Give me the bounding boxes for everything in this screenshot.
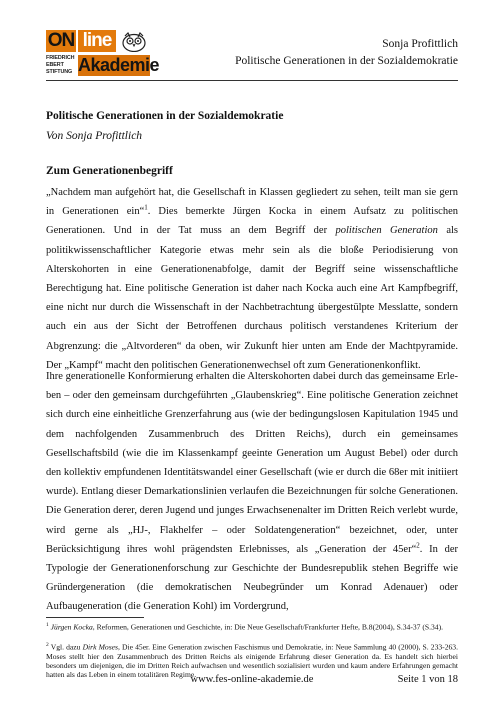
paragraph-2-text-a: Ihre generationelle Konformierung erhalten die Alterskohorten dabei durch das gemeinsame Erleben – oder den gemeinsam durchgeführten „Glaubenskrieg“. Eine politische Generation zeichnet sich durch eine einheitliche Grenzerfahrung aus (wie der bedingungslosen Kapitulation 1945 und dem nachfolgenden Zusammenbruch des Dritten Reichs), durch ein gemeinsames Gesellschaftsbild (wie die im Klassenkampf geeinte Generation um August Bebel) oder durch den kollektiv empfundenen Identitätswandel einer Gesellschaft (wie er durch die 68er mit initiiert wurde). Entlang dieser Demarkationslinien verlaufen die Bezeichnungen für solche Generationen. Die Generation derer, deren Jugend und junges Erwachsenenalter im Dritten Reich verlebt wurde, wird gerne als „HJ-, Flakhelfer – oder Soldatengeneration“ bezeichnet, oder, unter Berücksichtigung ihres wohl prägendsten Erlebnisses, als „Generation der 45er“ (46, 371, 458, 555)
footnote-1-author: Jürgen Kocka (50, 622, 93, 632)
footnote-2-text: , Die 45er. Eine Generation zwischen Faschismus und Demokratie, in: Neue Sammlung 40 (2000), S. 233-263. Moses stellt hier den Zusammenbruch des Dritten Reichs als einigende Erfahrung dieser Generation da. Es handelt sich hierbei besonders um diejenigen, die im Dritten Reich aufwachsen und wesentlich sozialisiert wurden und kaum andere Erfahrungen gemacht hatten als das Leben in einem totalitären Regime. (46, 642, 458, 680)
footnote-ref-1[interactable]: 1 (144, 203, 148, 212)
logo-akademie-block: Akademie (78, 55, 160, 75)
header-author: Sonja Profittlich (382, 38, 458, 50)
logo-fes-text: FRIEDRICH EBERT STIFTUNG (46, 55, 75, 75)
footnote-rule (46, 617, 144, 618)
paragraph-1-emphasis: politischen Generation (335, 225, 438, 237)
section-heading: Zum Generationenbegriff (46, 165, 173, 177)
page-number: Seite 1 von 18 (397, 674, 458, 685)
footer-url[interactable]: www.fes-online-akademie.de (190, 674, 314, 685)
byline: Von Sonja Profittlich (46, 130, 143, 142)
paragraph-1-text-c: als politikwissenschaftlicher Kategorie etwas mehr sein als die bloße Periodisierung von Alterskohorten in eine Generationenabfolge, damit der Begriff seine wissenschaftliche Berechtigung hat. Eine politische Generation ist daher nach Kocka auch eine Art Kampfbegriff, eine nicht nur durch die Wissenschaft in der Nachbetrachtung übergestülpte Messlatte, sondern auch ein aus der Sicht der Betroffenen durchaus politisch verstandenes Kriterium der Abgrenzung: die „Altvorderen“ da oben, wir Zukunft hier unten am Ende der Machtpyramide. Der „Kampf“ macht den politischen Generationenwechsel oft zum Generationenkonflikt. (46, 225, 458, 371)
header-title: Politische Generationen in der Sozialdemokratie (235, 55, 458, 67)
paragraph-1 (46, 183, 458, 375)
footnote-2-number: 2 (46, 642, 49, 648)
footnote-1 (46, 621, 458, 632)
footnote-2-author: Dirk Moses (82, 642, 119, 652)
footnote-2-prefix: Vgl. dazu (48, 642, 83, 652)
paragraph-2 (46, 367, 458, 617)
document-title: Politische Generationen in der Sozialdemokratie (46, 110, 284, 122)
logo-on-block: ON (47, 30, 75, 51)
header-divider (46, 80, 458, 81)
fes-online-akademie-logo (46, 30, 160, 76)
owl-icon (120, 30, 148, 52)
paragraph-2-text-b: . In der Typologie der Generationenforschung zur Geschichte der Bundesrepublik stehen Begriffe wie Gründergeneration (die demokratischen Neubegründer um Konrad Adenauer) oder Aufbaugeneration (die Generation Kohl) im Vordergrund, (46, 543, 459, 613)
paragraph-1-text-a: „Nachdem man aufgehört hat, die Gesellschaft in Klassen gegliedert zu sehen, teilt man sie gern in Generationen ein“ (46, 187, 458, 218)
footnote-ref-2[interactable]: 2 (416, 541, 420, 550)
paragraph-1-text-b: . Dies bemerkte Jürgen Kocka in einem Aufsatz zu politischen Generationen. Und in der Tat muss an dem Begriff der (46, 206, 458, 237)
logo-line-block: line (78, 30, 116, 52)
footnote-1-number: 1 (46, 622, 49, 628)
footnote-1-text: , Reformen, Generationen und Geschichte, in: Die Neue Gesellschaft/Frankfurter Hefte, B.8(2004), S.34-37 (S.34). (92, 622, 444, 632)
